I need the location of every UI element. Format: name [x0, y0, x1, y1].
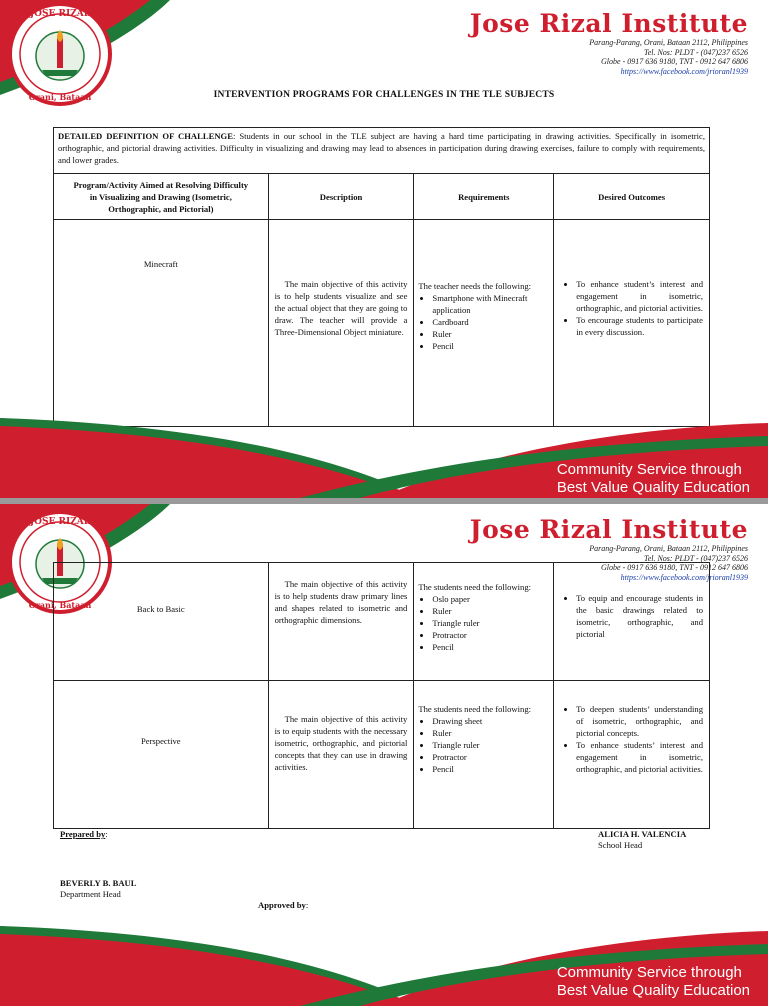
school-tel: Tel. Nos: PLDT - (047)237 6526 [643, 553, 748, 563]
challenge-definition-label: DETAILED DEFINITION OF CHALLENGE [58, 131, 233, 141]
program-description: The main objective of this activity is to equip students with the necessary isometric, orthographic, and pictorial concepts that they can use in drawing activities. [268, 681, 414, 829]
list-item: • Pencil [432, 340, 553, 352]
list-item: • Ruler [432, 727, 553, 739]
program-requirements [414, 220, 554, 427]
school-tel: Tel. Nos: PLDT - (047)237 6526 [643, 47, 748, 57]
list-item: • To encourage students to participate in every discussion. [576, 314, 703, 338]
list-item: • Protractor [432, 751, 553, 763]
list-item: • To equip and encourage students in the basic drawings related to isometric, orthographic, and pictorial [576, 592, 703, 640]
list-item: • Smartphone with Minecraft application [432, 292, 553, 316]
challenge-definition [54, 128, 710, 174]
slogan-line-2: Best Value Quality Education [556, 982, 750, 999]
list-item: • To enhance students’ interest and engagement in isometric, orthographic, and pictorial activities. [576, 739, 703, 775]
letterhead [470, 10, 748, 76]
svg-text:JOSE RIZAL: JOSE RIZAL [29, 517, 91, 527]
program-name: Perspective [54, 681, 269, 829]
school-facebook-link[interactable]: https://www.facebook.com/jrioranl1939 [620, 572, 748, 582]
list-item: • Pencil [432, 763, 553, 775]
approved-by [258, 900, 308, 911]
document-title: INTERVENTION PROGRAMS FOR CHALLENGES IN THE TLE SUBJECTS [213, 90, 555, 100]
document-page-2 [0, 504, 768, 1006]
table-row [54, 563, 710, 681]
approved-by-colon: : [305, 900, 309, 910]
svg-text:Orani, Bataan: Orani, Bataan [28, 600, 92, 610]
prepared-by [60, 829, 108, 840]
list-item: • Pencil [432, 641, 553, 653]
svg-text:JOSE RIZAL: JOSE RIZAL [29, 9, 91, 19]
header-outcomes: Desired Outcomes [554, 174, 710, 220]
department-head-title: Department Head [60, 889, 121, 899]
school-head-name: ALICIA H. VALENCIA [598, 829, 687, 839]
list-item: • Ruler [432, 605, 553, 617]
school-name: Jose Rizal Institute [469, 9, 748, 38]
requirements-intro: The students need the following: [418, 704, 532, 714]
requirements-intro: The students need the following: [418, 582, 532, 592]
list-item: • Ruler [432, 328, 553, 340]
list-item: • Triangle ruler [432, 739, 553, 751]
prepared-by-colon: : [105, 829, 108, 839]
school-facebook-link[interactable]: https://www.facebook.com/jrioranl1939 [620, 66, 748, 76]
program-description: The main objective of this activity is to help students draw primary lines and shapes related to isometric and orthographic dimensions. [268, 563, 414, 681]
footer-slogan [557, 461, 750, 497]
school-name: Jose Rizal Institute [469, 515, 748, 544]
footer-slogan [557, 964, 750, 1000]
intervention-table-part-1 [53, 127, 710, 427]
approved-by-label: Approved by [258, 900, 306, 910]
program-name: Back to Basic [54, 563, 269, 681]
slogan-line-1: Community Service through [556, 964, 742, 981]
school-mobile: Globe - 0917 636 9180, TNT - 0912 647 6806 [601, 57, 748, 66]
school-head-signature [598, 829, 686, 851]
department-head-name: BEVERLY B. BAUL [60, 878, 137, 888]
program-outcomes [554, 681, 710, 829]
document-page-1 [0, 0, 768, 498]
school-address: Parang-Parang, Orani, Bataan 2112, Philippines [589, 544, 748, 553]
list-item: • Drawing sheet [432, 715, 553, 727]
header-requirements: Requirements [414, 174, 554, 220]
list-item: • Protractor [432, 629, 553, 641]
program-description: The main objective of this activity is to help students visualize and see the actual object that they are going to draw. The teacher will provide a Three-Dimensional Object miniature. [268, 220, 414, 427]
program-name: Minecraft [54, 220, 269, 427]
list-item: • Triangle ruler [432, 617, 553, 629]
requirements-intro: The teacher needs the following: [418, 281, 532, 291]
program-requirements [414, 681, 554, 829]
program-requirements [414, 563, 554, 681]
slogan-line-2: Best Value Quality Education [556, 479, 750, 496]
svg-text:Orani, Bataan: Orani, Bataan [28, 92, 92, 102]
program-outcomes [554, 220, 710, 427]
school-mobile: Globe - 0917 636 9180, TNT - 0912 647 6806 [601, 563, 748, 572]
school-address: Parang-Parang, Orani, Bataan 2112, Philippines [589, 38, 748, 47]
school-head-title: School Head [598, 840, 643, 850]
header-program: Program/Activity Aimed at Resolving Difficulty in Visualizing and Drawing (Isometric, Orthographic, and Pictorial) [54, 174, 269, 220]
header-description: Description [268, 174, 414, 220]
prepared-by-label: Prepared by [60, 829, 106, 839]
table-row [54, 220, 710, 427]
intervention-table-part-2 [53, 562, 710, 829]
list-item: • Cardboard [432, 316, 553, 328]
table-row [54, 681, 710, 829]
slogan-line-1: Community Service through [556, 461, 742, 478]
list-item: • Oslo paper [432, 593, 553, 605]
program-outcomes [554, 563, 710, 681]
department-head-signature [60, 878, 137, 900]
list-item: • To deepen students’ understanding of isometric, orthographic, and pictorial concepts. [576, 703, 703, 739]
list-item: • To enhance student’s interest and engagement in isometric, orthographic, and pictorial activities. [576, 278, 703, 314]
challenge-definition-text: : Students in our school in the TLE subject are having a hard time participating in drawing activities. Specifically in isometric, orthographic, and pictorial drawing activities. Difficulty in visualizing and drawing may lead to absences in participation during drawing exercises, failure to comply with requirements, and lower grades. [58, 131, 705, 165]
